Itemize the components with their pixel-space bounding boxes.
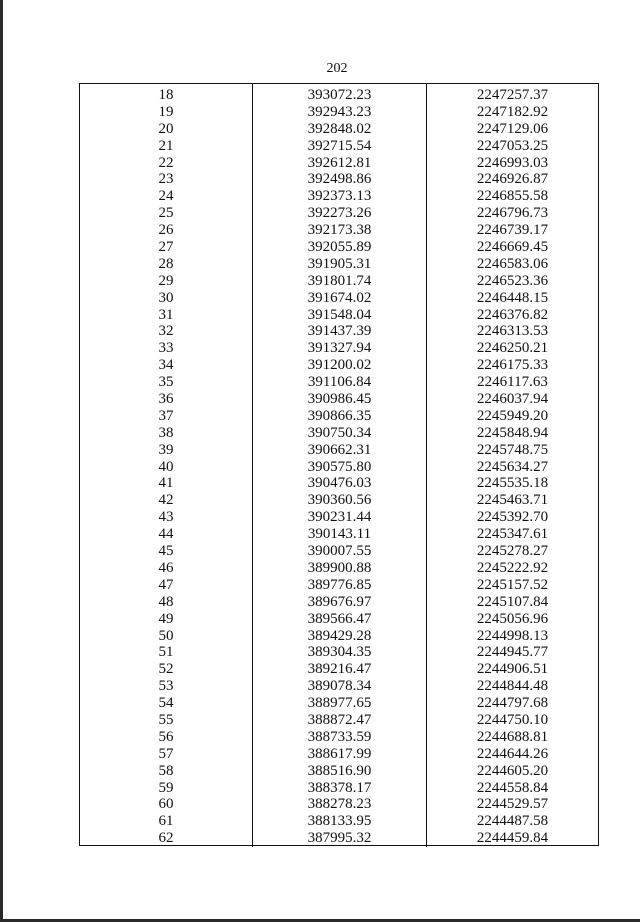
point-number-cell: 60 [158,796,174,813]
x-coordinate-cell: 391437.39 [307,323,372,340]
x-coordinate-cell: 392373.13 [307,188,372,205]
x-coordinate-cell: 390143.11 [307,526,372,543]
point-number-cell: 45 [158,543,174,560]
y-coordinate-cell: 2245463.71 [476,492,549,509]
y-coordinate-cell: 2246313.53 [476,323,549,340]
x-coordinate-cell: 390476.03 [307,475,372,492]
point-number-cell: 58 [158,762,174,779]
point-number-cell: 42 [158,492,174,509]
x-coordinate-cell: 391674.02 [307,289,372,306]
y-coordinate-cell: 2245222.92 [476,559,549,576]
y-coordinate-cell: 2246993.03 [476,154,549,171]
point-number-cell: 22 [158,154,174,171]
x-coordinate-cell: 388278.23 [307,796,372,813]
x-coordinate-cell: 391548.04 [307,306,372,323]
point-number-cell: 54 [158,695,174,712]
y-coordinate-cell: 2244945.77 [476,644,549,661]
x-coordinate-cell: 388133.95 [307,813,372,830]
y-coordinate-cell: 2244844.48 [476,678,549,695]
y-coordinate-cell: 2244529.57 [476,796,549,813]
x-coordinate-cell: 391106.84 [307,374,372,391]
point-number-cell: 36 [158,391,174,408]
y-coordinate-cell: 2246376.82 [476,306,549,323]
y-coordinate-cell: 2246926.87 [476,171,549,188]
y-coordinate-cell: 2246669.45 [476,239,549,256]
point-number-cell: 47 [158,576,174,593]
x-coordinate-cell: 392612.81 [307,154,372,171]
y-coordinate-cell: 2247053.25 [476,137,549,154]
x-coordinate-cell: 390662.31 [307,441,372,458]
point-number-cell: 19 [158,103,174,120]
point-number-cell: 30 [158,289,174,306]
point-number-cell: 24 [158,188,174,205]
point-number-cell: 49 [158,610,174,627]
y-coordinate-cell: 2244688.81 [476,728,549,745]
y-coordinate-cell: 2247182.92 [476,103,549,120]
point-number-cell: 32 [158,323,174,340]
point-number-cell: 25 [158,205,174,222]
x-coordinate-cell: 390575.80 [307,458,372,475]
scan-border-left [0,0,3,922]
y-coordinate-cell: 2245347.61 [476,526,549,543]
y-coordinate-cell: 2247129.06 [476,120,549,137]
point-number-cell: 23 [158,171,174,188]
x-coordinate-column [252,84,426,847]
y-coordinate-cell: 2244998.13 [476,627,549,644]
point-number-cell: 43 [158,509,174,526]
x-coordinate-cell: 392498.86 [307,171,372,188]
y-coordinate-column [426,84,598,847]
point-number-cell: 52 [158,661,174,678]
x-coordinate-cell: 393072.23 [307,87,372,103]
point-number-cell: 46 [158,559,174,576]
y-coordinate-cell: 2246117.63 [477,374,548,391]
point-number-cell: 61 [158,813,174,830]
point-number-cell: 26 [158,222,174,239]
x-coordinate-cell: 391200.02 [307,357,372,374]
coordinate-table [79,83,599,846]
y-coordinate-cell: 2246448.15 [476,289,549,306]
x-coordinate-cell: 391801.74 [307,272,372,289]
point-number-cell: 34 [158,357,174,374]
x-coordinate-cell: 391905.31 [307,255,372,272]
y-coordinate-cell: 2246037.94 [476,391,549,408]
x-coordinate-cell: 392848.02 [307,120,372,137]
x-coordinate-cell: 390231.44 [307,509,372,526]
point-number-cell: 51 [158,644,174,661]
point-number-cell: 18 [158,87,174,103]
y-coordinate-cell: 2246175.33 [476,357,549,374]
x-coordinate-cell: 392715.54 [307,137,372,154]
x-coordinate-cell: 391327.94 [307,340,372,357]
y-coordinate-cell: 2244558.84 [476,779,549,796]
y-coordinate-cell: 2244906.51 [476,661,549,678]
x-coordinate-cell: 389078.34 [307,678,372,695]
point-number-cell: 39 [158,441,174,458]
x-coordinate-cell: 389216.47 [307,661,372,678]
point-number-cell: 20 [158,120,174,137]
point-number-column [80,84,252,847]
y-coordinate-cell: 2245848.94 [476,424,549,441]
y-coordinate-cell: 2246855.58 [476,188,549,205]
y-coordinate-cell: 2246739.17 [476,222,549,239]
point-number-cell: 33 [158,340,174,357]
x-coordinate-cell: 392273.26 [307,205,372,222]
x-coordinate-cell: 389429.28 [307,627,372,644]
x-coordinate-cell: 389676.97 [307,593,372,610]
y-coordinate-cell: 2245392.70 [476,509,549,526]
y-coordinate-cell: 2245535.18 [476,475,549,492]
y-coordinate-cell: 2244797.68 [476,695,549,712]
x-coordinate-cell: 392055.89 [307,239,372,256]
point-number-cell: 27 [158,239,174,256]
x-coordinate-cell: 388977.65 [307,695,372,712]
point-number-cell: 53 [158,678,174,695]
y-coordinate-cell: 2245278.27 [476,543,549,560]
y-coordinate-cell: 2244644.26 [476,745,549,762]
y-coordinate-cell: 2244750.10 [476,711,549,728]
y-coordinate-cell: 2244459.84 [476,830,549,847]
x-coordinate-cell: 389900.88 [307,559,372,576]
x-coordinate-cell: 390007.55 [307,543,372,560]
y-coordinate-cell: 2245056.96 [476,610,549,627]
point-number-cell: 31 [158,306,174,323]
y-coordinate-cell: 2246583.06 [476,255,549,272]
x-coordinate-cell: 392943.23 [307,103,372,120]
x-coordinate-cell: 392173.38 [307,222,372,239]
page-number: 202 [326,61,348,76]
point-number-cell: 56 [158,728,174,745]
x-coordinate-cell: 390986.45 [307,391,372,408]
y-coordinate-cell: 2245157.52 [476,576,549,593]
y-coordinate-cell: 2244487.58 [476,813,549,830]
y-coordinate-cell: 2244605.20 [476,762,549,779]
x-coordinate-cell: 390360.56 [307,492,372,509]
point-number-cell: 21 [158,137,174,154]
x-coordinate-cell: 389566.47 [307,610,372,627]
y-coordinate-cell: 2245634.27 [476,458,549,475]
point-number-cell: 38 [158,424,174,441]
point-number-cell: 28 [158,255,174,272]
x-coordinate-cell: 390750.34 [307,424,372,441]
point-number-cell: 44 [158,526,174,543]
point-number-cell: 37 [158,407,174,424]
x-coordinate-cell: 388516.90 [307,762,372,779]
point-number-cell: 41 [158,475,174,492]
point-number-cell: 62 [158,830,174,847]
x-coordinate-cell: 388872.47 [307,711,372,728]
x-coordinate-cell: 389304.35 [307,644,372,661]
x-coordinate-cell: 388617.99 [307,745,372,762]
y-coordinate-cell: 2245107.84 [476,593,549,610]
y-coordinate-cell: 2246523.36 [476,272,549,289]
x-coordinate-cell: 388733.59 [307,728,372,745]
x-coordinate-cell: 390866.35 [307,407,372,424]
y-coordinate-cell: 2245949.20 [476,407,549,424]
point-number-cell: 50 [158,627,174,644]
point-number-cell: 59 [158,779,174,796]
point-number-cell: 40 [158,458,174,475]
x-coordinate-cell: 388378.17 [307,779,372,796]
x-coordinate-cell: 387995.32 [307,830,372,847]
y-coordinate-cell: 2246250.21 [476,340,549,357]
x-coordinate-cell: 389776.85 [307,576,372,593]
point-number-cell: 55 [158,711,174,728]
point-number-cell: 29 [158,272,174,289]
point-number-cell: 57 [158,745,174,762]
point-number-cell: 48 [158,593,174,610]
y-coordinate-cell: 2246796.73 [476,205,549,222]
y-coordinate-cell: 2245748.75 [476,441,549,458]
y-coordinate-cell: 2247257.37 [476,87,549,103]
point-number-cell: 35 [158,374,174,391]
